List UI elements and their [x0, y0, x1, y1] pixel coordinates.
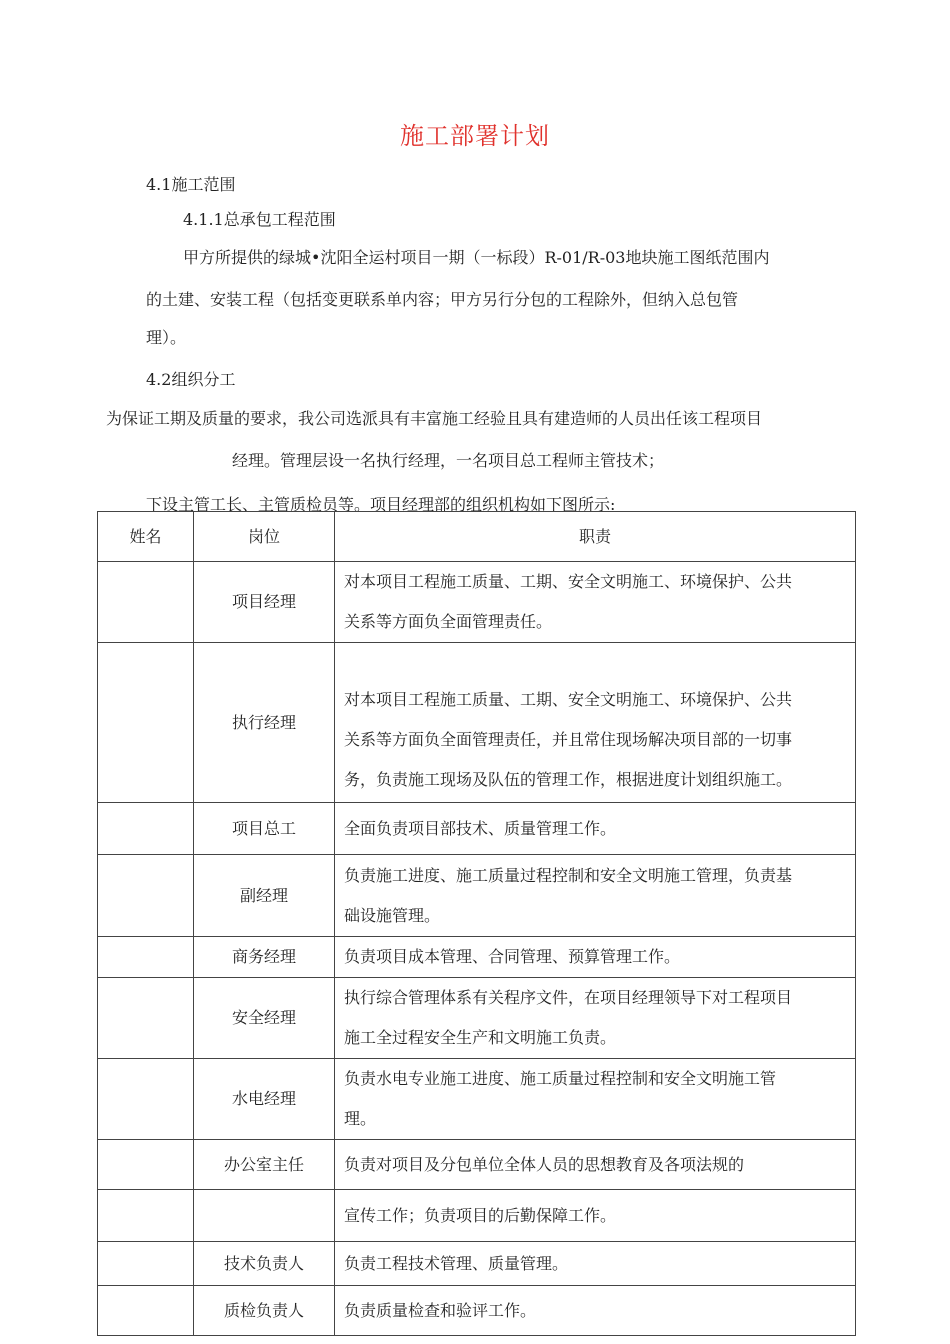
table-row: [98, 978, 856, 1059]
page-title: 施工部署计划: [400, 122, 550, 150]
cell-post: 执行经理: [194, 643, 335, 803]
duty-line: 宣传工作；负责项目的后勤保障工作。: [344, 1205, 617, 1225]
section-heading-4-1-1: 4.1.1总承包工程范围: [183, 210, 336, 229]
scope-paragraph-line-2: 的土建、安装工程（包括变更联系单内容；甲方另行分包的工程除外，但纳入总包管: [146, 290, 739, 309]
duty-line: 负责工程技术管理、质量管理。: [344, 1253, 569, 1273]
table-row: [98, 855, 856, 937]
duty-line: 负责项目成本管理、合同管理、预算管理工作。: [344, 947, 681, 966]
cell-duty: [335, 1140, 856, 1190]
cell-post: 质检负责人: [194, 1286, 335, 1336]
table-row: [98, 803, 856, 855]
cell-duty: [335, 1059, 856, 1140]
scope-paragraph-line-3: 理）。: [146, 328, 187, 347]
cell-name: [98, 1059, 194, 1140]
org-paragraph-line-2: 经理。管理层设一名执行经理，一名项目总工程师主管技术；: [232, 451, 665, 470]
duty-line: 负责对项目及分包单位全体人员的思想教育及各项法规的: [344, 1154, 745, 1174]
section-heading-4-2: 4.2组织分工: [146, 370, 236, 389]
cell-post: 水电经理: [194, 1059, 335, 1140]
table-row: [98, 643, 856, 803]
cell-post: 副经理: [194, 855, 335, 937]
duty-line: 负责水电专业施工进度、施工质量过程控制和安全文明施工管: [344, 1069, 777, 1088]
cell-duty: [335, 855, 856, 937]
table-row: [98, 1286, 856, 1336]
header-name: 姓名: [98, 512, 194, 562]
table-row: [98, 1059, 856, 1140]
table-row: [98, 1190, 856, 1242]
cell-duty: [335, 1190, 856, 1242]
org-paragraph-line-3: 下设主管工长、主管质检员等。项目经理部的组织机构如下图所示:: [146, 495, 616, 514]
scope-paragraph-line-1: 甲方所提供的绿城•沈阳全运村项目一期（一标段）R-01/R-03地块施工图纸范围内: [183, 248, 770, 267]
cell-name: [98, 1140, 194, 1190]
header-post: 岗位: [194, 512, 335, 562]
cell-post: 商务经理: [194, 937, 335, 978]
cell-name: [98, 1286, 194, 1336]
duty-line: 负责施工进度、施工质量过程控制和安全文明施工管理，负责基: [344, 865, 793, 885]
duty-line: 施工全过程安全生产和文明施工负责。: [344, 1028, 617, 1047]
duty-line: 执行综合管理体系有关程序文件，在项目经理领导下对工程项目: [344, 988, 793, 1007]
header-duty: 职责: [335, 512, 856, 562]
cell-duty: [335, 1242, 856, 1286]
cell-name: [98, 937, 194, 978]
cell-name: [98, 643, 194, 803]
table-row: [98, 562, 856, 643]
cell-name: [98, 855, 194, 937]
cell-name: [98, 1242, 194, 1286]
cell-post: [194, 1190, 335, 1242]
duty-line: 对本项目工程施工质量、工期、安全文明施工、环境保护、公共: [344, 572, 793, 591]
duty-line: 对本项目工程施工质量、工期、安全文明施工、环境保护、公共: [344, 690, 793, 709]
cell-duty: [335, 1286, 856, 1336]
cell-post: 安全经理: [194, 978, 335, 1059]
cell-name: [98, 803, 194, 855]
org-paragraph-line-1: 为保证工期及质量的要求，我公司选派具有丰富施工经验且具有建造师的人员出任该工程项目: [106, 409, 763, 428]
cell-name: [98, 1190, 194, 1242]
cell-post: 技术负责人: [194, 1242, 335, 1286]
table-row: [98, 937, 856, 978]
section-heading-4-1: 4.1施工范围: [146, 175, 236, 194]
duty-line: 全面负责项目部技术、质量管理工作。: [344, 818, 617, 838]
table-row: [98, 1242, 856, 1286]
duty-line: 关系等方面负全面管理责任，并且常住现场解决项目部的一切事: [344, 730, 793, 749]
duty-line: 理。: [344, 1109, 377, 1128]
duty-line: 负责质量检查和验评工作。: [344, 1300, 537, 1320]
cell-post: 项目总工: [194, 803, 335, 855]
duty-line: 关系等方面负全面管理责任。: [344, 612, 553, 631]
table-row: [98, 1140, 856, 1190]
cell-duty: [335, 937, 856, 978]
cell-duty: [335, 562, 856, 643]
duty-line: 务，负责施工现场及队伍的管理工作，根据进度计划组织施工。: [344, 770, 793, 789]
table-header-row: [98, 512, 856, 562]
duty-line: 础设施管理。: [344, 905, 441, 925]
org-structure-table: [97, 511, 856, 1336]
cell-duty: [335, 978, 856, 1059]
cell-duty: [335, 643, 856, 803]
cell-duty: [335, 803, 856, 855]
cell-post: 项目经理: [194, 562, 335, 643]
cell-post: 办公室主任: [194, 1140, 335, 1190]
cell-name: [98, 978, 194, 1059]
cell-name: [98, 562, 194, 643]
